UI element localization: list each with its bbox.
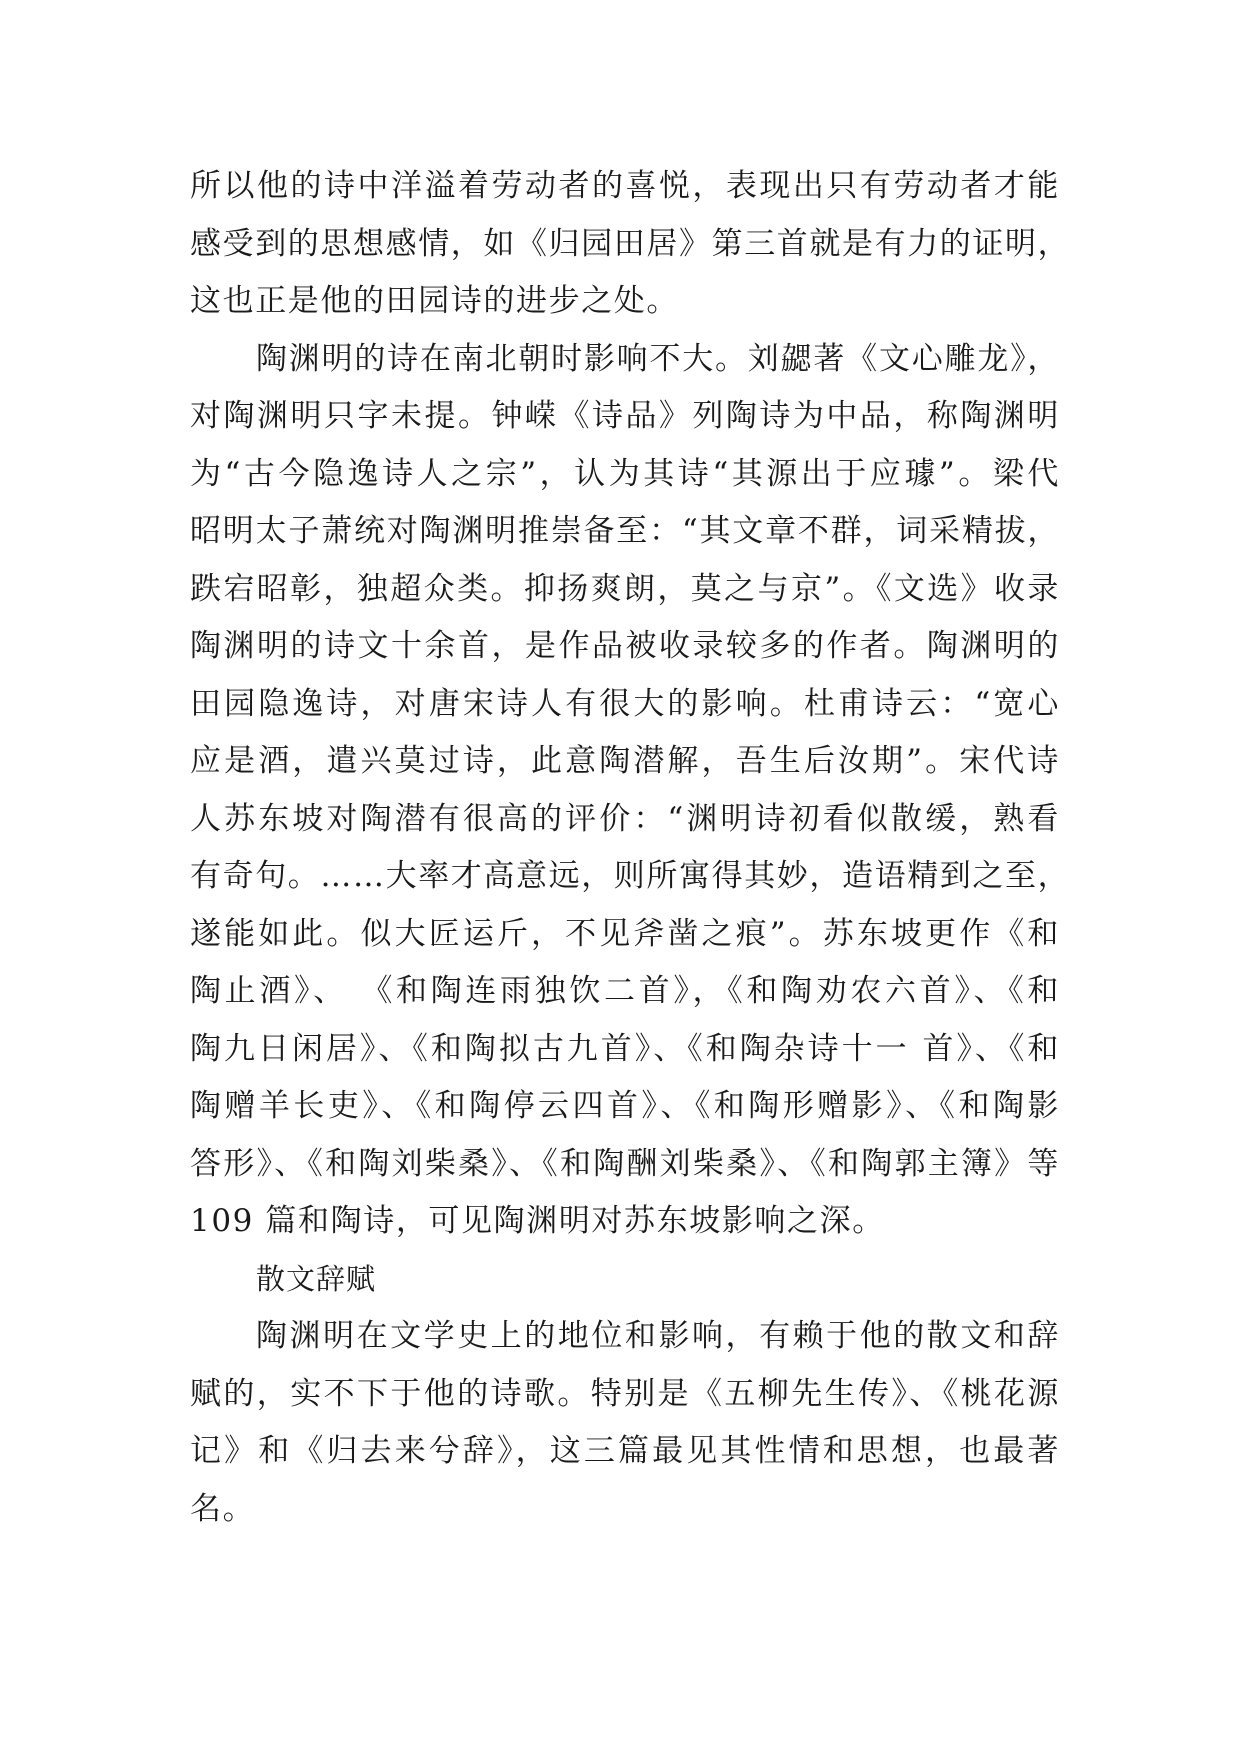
text-line: 应是酒，遣兴莫过诗，此意陶潜解，吾生后汝期”。宋代诗 xyxy=(190,743,1060,779)
text-line: 所以他的诗中洋溢着劳动者的喜悦，表现出只有劳动者才能 xyxy=(190,168,1060,204)
paragraph-3 xyxy=(190,1308,1060,1538)
text-line: 赋的，实不下于他的诗歌。特别是《五柳先生传》、《桃花源 xyxy=(190,1375,1060,1412)
document-body xyxy=(190,158,1071,1538)
paragraph-1 xyxy=(190,158,1071,331)
text-line: 陶九日闲居》、《和陶拟古九首》、《和陶杂诗十一 首》、《和 xyxy=(190,1030,1060,1067)
text-line: 陶渊明的诗文十余首，是作品被收录较多的作者。陶渊明的 xyxy=(190,628,1060,664)
text-line: 感受到的思想感情，如《归园田居》第三首就是有力的证明， xyxy=(190,225,1071,262)
text-line: 记》和《归去来兮辞》，这三篇最见其性情和思想，也最著 xyxy=(190,1433,1060,1469)
text-line: 昭明太子萧统对陶渊明推崇备至：“其文章不群，词采精拔， xyxy=(190,513,1060,549)
text-line: 跌宕昭彰，独超众类。抑扬爽朗，莫之与京”。《文选》收录 xyxy=(190,570,1060,607)
text-line: 109 篇和陶诗，可见陶渊明对苏东坡影响之深。 xyxy=(190,1203,885,1239)
text-line: 遂能如此。似大匠运斤，不见斧凿之痕”。苏东坡更作《和 xyxy=(190,915,1060,952)
text-line: 这也正是他的田园诗的进步之处。 xyxy=(190,283,679,319)
section-heading xyxy=(190,1251,1060,1309)
text-line: 陶止酒》、 《和陶连雨独饮二首》，《和陶劝农六首》、《和 xyxy=(190,973,1060,1009)
text-line: 陶赠羊长吏》、《和陶停云四首》、《和陶形赠影》、《和陶影 xyxy=(190,1088,1060,1124)
text-line: 对陶渊明只字未提。钟嵘《诗品》列陶诗为中品，称陶渊明 xyxy=(190,398,1060,434)
text-line: 为“古今隐逸诗人之宗”，认为其诗“其源出于应璩”。梁代 xyxy=(190,455,1060,492)
text-line: 田园隐逸诗，对唐宋诗人有很大的影响。杜甫诗云：“宽心 xyxy=(190,685,1060,722)
paragraph-2 xyxy=(190,331,1071,1251)
text-line: 陶渊明的诗在南北朝时影响不大。刘勰著《文心雕龙》， xyxy=(256,340,1060,377)
text-line: 答形》、《和陶刘柴桑》、《和陶酬刘柴桑》、《和陶郭主簿》等 xyxy=(190,1145,1060,1182)
text-line: 有奇句。……大率才高意远，则所寓得其妙，造语精到之至， xyxy=(190,858,1071,894)
text-line: 名。 xyxy=(190,1490,256,1527)
text-line: 陶渊明在文学史上的地位和影响，有赖于他的散文和辞 xyxy=(256,1318,1060,1354)
section-heading-text: 散文辞赋 xyxy=(256,1261,377,1296)
text-line: 人苏东坡对陶潜有很高的评价：“渊明诗初看似散缓，熟看 xyxy=(190,800,1060,837)
